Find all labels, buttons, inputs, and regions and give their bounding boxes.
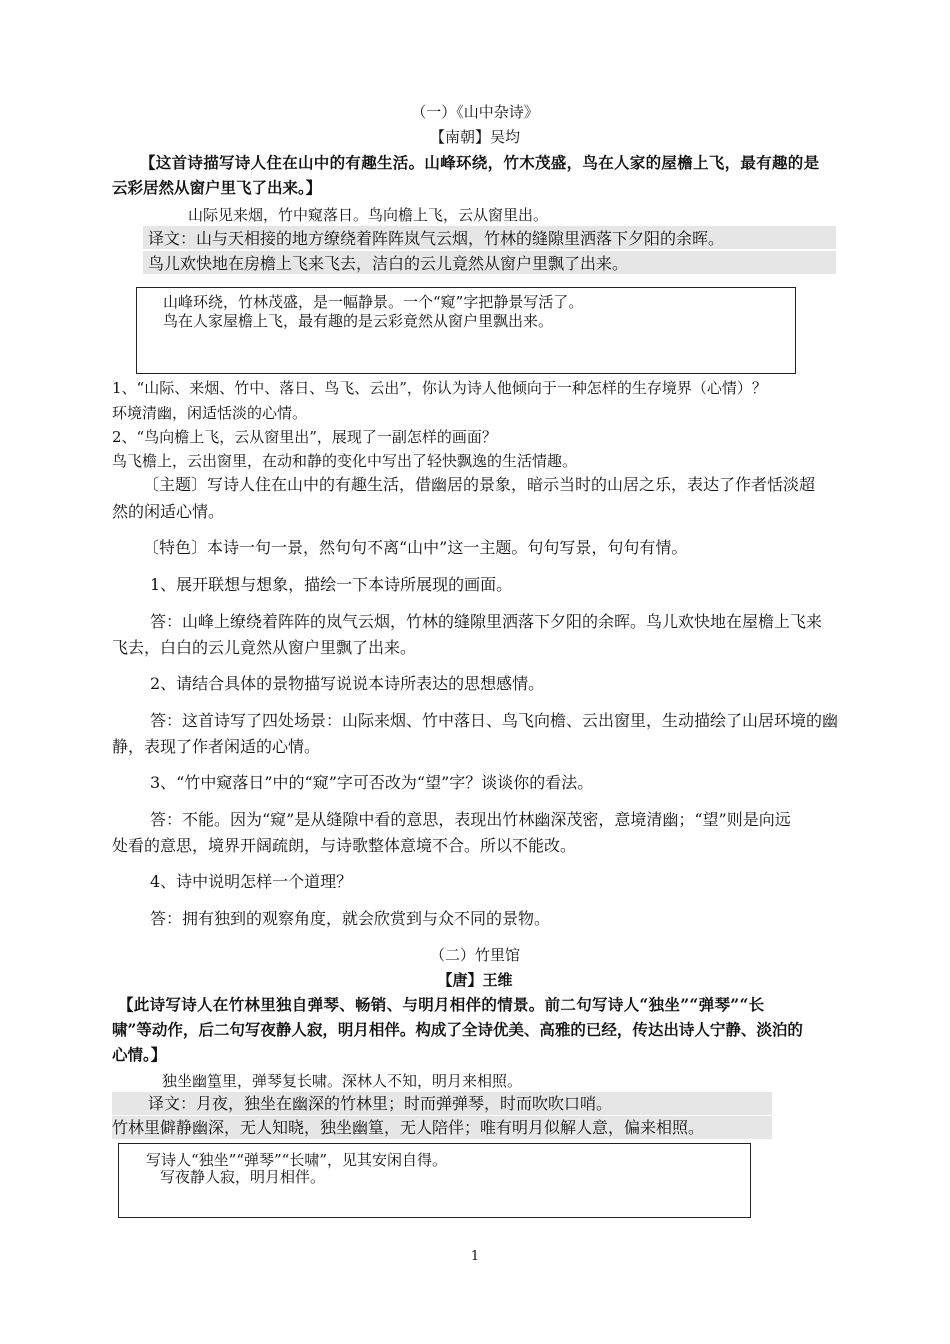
poem1-feature: 〔特色〕本诗一句一景，然句句不离“山中”这一主题。句句写景，句句有情。: [143, 538, 688, 557]
exercise-2-answer-line1: 答：这首诗写了四处场景：山际来烟、竹中落日、鸟飞向檐、云出窗里，生动描绘了山居环境的幽: [150, 711, 839, 730]
poem1-answer-2: 鸟飞檐上，云出窗里，在动和静的变化中写出了轻快飘逸的生活情趣。: [112, 452, 578, 470]
poem1-author: 【南朝】吴均: [429, 128, 520, 146]
poem2-title: （二）竹里馆: [429, 946, 520, 964]
exercise-1-answer-line1: 答：山峰上缭绕着阵阵的岚气云烟，竹林的缝隙里洒落下夕阳的余晖。鸟儿欢快地在屋檐上飞来: [150, 612, 823, 631]
page-number: 1: [470, 1249, 480, 1264]
poem1-intro-line2: 云彩居然从窗户里飞了出来。】: [112, 178, 322, 197]
exercise-3-question: 3、“竹中窥落日”中的“窥”字可否改为“望”字？谈谈你的看法。: [150, 773, 594, 792]
poem2-box-line1: 写诗人“独坐”“弹琴”“长啸”，见其安闲自得。: [146, 1151, 448, 1169]
exercise-4-question: 4、诗中说明怎样一个道理？: [150, 872, 353, 891]
poem1-box-line2: 鸟在人家屋檐上飞，最有趣的是云彩竟然从窗户里飘出来。: [163, 312, 554, 330]
poem2-verse: 独坐幽篁里，弹琴复长啸。深林人不知，明月来相照。: [162, 1072, 523, 1090]
poem2-translation-line1: 译文：月夜，独坐在幽深的竹林里；时而弹弹琴，时而吹吹口哨。: [148, 1094, 613, 1113]
exercise-2-question: 2、请结合具体的景物描写说说本诗所表达的思想感情。: [150, 674, 545, 693]
poem1-translation-line1: 译文：山与天相接的地方缭绕着阵阵岚气云烟，竹林的缝隙里洒落下夕阳的余晖。: [148, 229, 725, 248]
poem1-verse: 山际见来烟，竹中窥落日。鸟向檐上飞，云从窗里出。: [188, 206, 549, 224]
poem1-answer-1: 环境清幽，闲适恬淡的心情。: [112, 404, 308, 422]
poem1-theme-line2: 然的闲适心情。: [112, 502, 225, 521]
poem2-intro-line1: 【此诗写诗人在竹林里独自弹琴、畅销、与明月相伴的情景。前二句写诗人“独坐”“弹琴”“长: [118, 995, 765, 1014]
poem1-title: （一）《山中杂诗》: [411, 103, 539, 121]
poem1-theme-line1: 〔主题〕写诗人住在山中的有趣生活，借幽居的景象，暗示当时的山居之乐，表达了作者恬淡超: [143, 475, 816, 494]
exercise-3-answer-line1: 答：不能。因为“窥”是从缝隙中看的意思，表现出竹林幽深茂密，意境清幽；“望”则是向远: [150, 810, 791, 829]
poem2-intro-line2: 啸”等动作，后二句写夜静人寂，明月相伴。构成了全诗优美、高雅的已经，传达出诗人宁静、淡泊的: [112, 1020, 803, 1039]
poem1-question-2: 2、“鸟向檐上飞，云从窗里出”，展现了一副怎样的画面？: [112, 428, 497, 446]
poem1-box-line1: 山峰环绕，竹林茂盛，是一幅静景。一个“窥”字把静景写活了。: [163, 293, 584, 311]
poem2-translation-line2: 竹林里僻静幽深，无人知晓，独坐幽篁，无人陪伴；唯有明月似解人意，偏来相照。: [112, 1118, 705, 1137]
poem1-translation-line2: 鸟儿欢快地在房檐上飞来飞去，洁白的云儿竟然从窗户里飘了出来。: [148, 254, 629, 273]
poem2-author: 【唐】王维: [437, 971, 513, 989]
exercise-4-answer: 答：拥有独到的观察角度，就会欣赏到与众不同的景物。: [150, 909, 551, 928]
poem1-intro-line1: 【这首诗描写诗人住在山中的有趣生活。山峰环绕，竹木茂盛，鸟在人家的屋檐上飞，最有趣的是: [140, 153, 820, 172]
exercise-1-question: 1、展开联想与想象，描绘一下本诗所展现的画面。: [150, 575, 513, 594]
poem2-intro-line3: 心情。】: [112, 1045, 167, 1064]
poem1-question-1: 1、“山际、来烟、竹中、落日、鸟飞、云出”，你认为诗人他倾向于一种怎样的生存境界（心情）？: [112, 379, 767, 397]
poem2-box-line2: 写夜静人寂，明月相伴。: [160, 1168, 326, 1186]
exercise-2-answer-line2: 静，表现了作者闲适的心情。: [112, 737, 321, 756]
exercise-1-answer-line2: 飞去，白白的云儿竟然从窗户里飘了出来。: [112, 638, 417, 657]
exercise-3-answer-line2: 处看的意思，境界开阔疏朗，与诗歌整体意境不合。所以不能改。: [112, 836, 577, 855]
